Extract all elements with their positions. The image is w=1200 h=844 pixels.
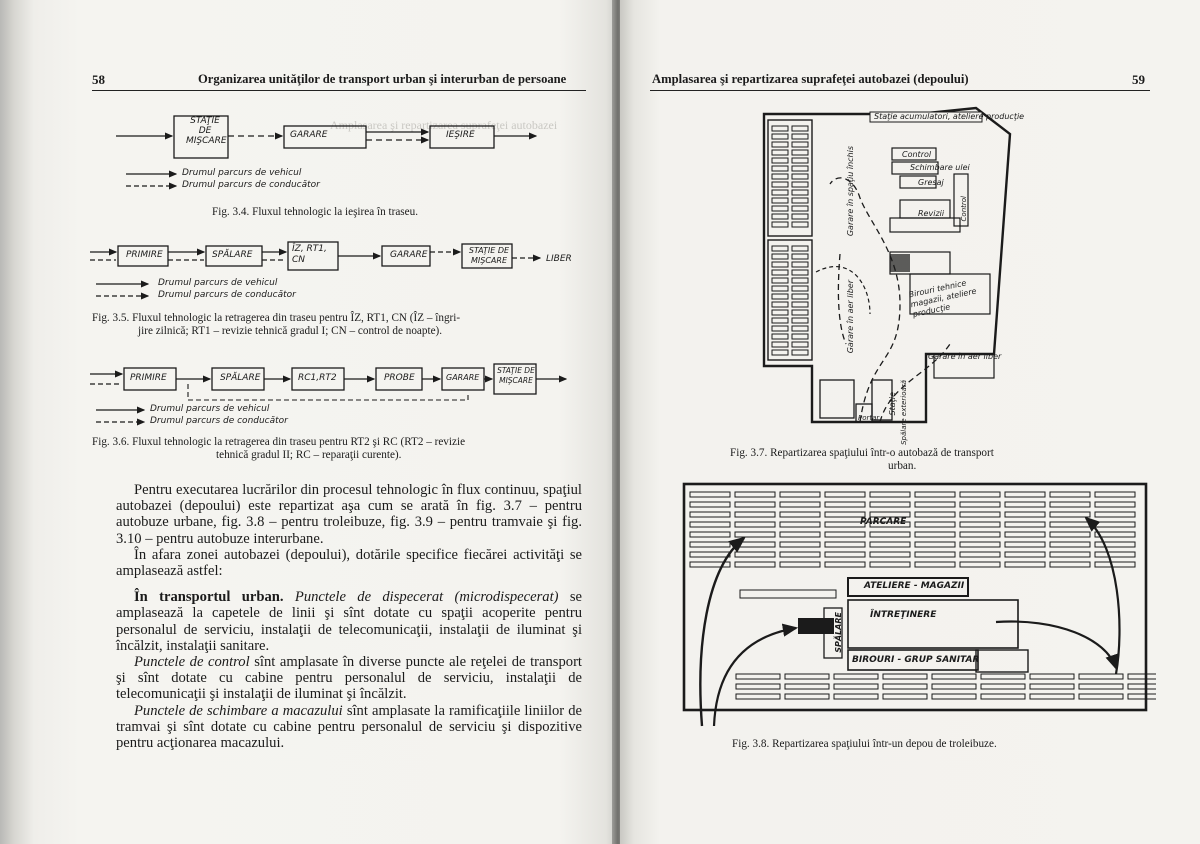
left-running-header: Organizarea unităţilor de transport urban şi interurban de persoane	[198, 72, 567, 86]
parking-slot	[772, 286, 788, 291]
parking-slot	[1095, 542, 1135, 547]
fig37-caption-line1: Fig. 3.7. Repartizarea spaţiului într-o autobază de transport	[730, 447, 994, 459]
parking-slot	[792, 270, 808, 275]
parking-slot	[825, 522, 865, 527]
parking-slot	[785, 674, 829, 679]
parking-slot	[915, 492, 955, 497]
parking-slot	[1050, 532, 1090, 537]
parking-slot	[792, 222, 808, 227]
fig36-legend-driver: Drumul parcurs de conducător	[150, 416, 288, 426]
fig35-statie-label: STAŢIE DE MIŞCARE	[468, 246, 510, 265]
parking-slot	[1030, 684, 1074, 689]
parking-slot	[1005, 512, 1045, 517]
parking-slot	[772, 246, 788, 251]
parking-slot	[1095, 562, 1135, 567]
parking-slot	[772, 158, 788, 163]
fig34-caption: Fig. 3.4. Fluxul tehnologic la ieşirea în traseu.	[212, 206, 419, 218]
parking-slot	[772, 302, 788, 307]
paragraph-text: se amplasează la capetele de linii şi sînt dotate cu spaţii acoperite pentru personalul de serviciu, instalaţii de telecomunicaţii, instalaţii de iluminat şi încălzit, instalaţii sanitare.	[116, 589, 583, 654]
parking-slot	[1050, 522, 1090, 527]
parking-slot	[772, 142, 788, 147]
parking-slot	[915, 542, 955, 547]
parking-slot	[834, 674, 878, 679]
fig36-spalare-label: SPĂLARE	[220, 373, 261, 383]
parking-slot	[792, 278, 808, 283]
parking-slot	[960, 542, 1000, 547]
parking-slot	[825, 532, 865, 537]
parking-slot	[960, 512, 1000, 517]
parking-slot	[780, 532, 820, 537]
fig36-legend-vehicle: Drumul parcurs de vehicul	[150, 404, 270, 414]
parking-slot	[772, 198, 788, 203]
section-heading: În transportul urban.	[134, 589, 284, 606]
fig37-label-garare-aer-2: Garare în aer liber	[928, 352, 1002, 361]
fig34-garare-label: GARARE	[290, 130, 328, 140]
parking-slot	[834, 684, 878, 689]
fig38-label-spalare: SPĂLARE	[834, 612, 843, 653]
parking-slot	[1095, 512, 1135, 517]
term-macaz: Punctele de schimbare a macazului	[134, 702, 343, 719]
parking-slot	[915, 522, 955, 527]
parking-slot	[792, 214, 808, 219]
parking-slot	[915, 512, 955, 517]
parking-slot	[792, 190, 808, 195]
fig37-label-revizii: Revizii	[918, 209, 945, 218]
header-rule	[92, 90, 586, 91]
fig34-statie-label: STAŢIE DE MIŞCARE	[186, 116, 227, 146]
fig34-legend-driver: Drumul parcurs de conducător	[182, 180, 320, 190]
parking-slot	[792, 318, 808, 323]
parking-slot	[736, 684, 780, 689]
fig36-statie-label: STAŢIE DE MIŞCARE	[497, 366, 535, 385]
parking-slot	[1079, 684, 1123, 689]
parking-slot	[792, 342, 808, 347]
parking-slot	[960, 552, 1000, 557]
parking-slot	[792, 182, 808, 187]
fig35-garare-label: GARARE	[390, 250, 428, 260]
parking-slot	[1005, 492, 1045, 497]
parking-slot	[735, 492, 775, 497]
parking-slot	[1079, 694, 1123, 699]
parking-slot	[772, 262, 788, 267]
parking-slot	[1079, 674, 1123, 679]
parking-slot	[1050, 542, 1090, 547]
parking-slot	[792, 334, 808, 339]
parking-slot	[1050, 512, 1090, 517]
parking-slot	[960, 532, 1000, 537]
fig37-label-portar: Portar	[858, 414, 880, 422]
parking-slot	[1095, 552, 1135, 557]
fig34-legend-vehicle: Drumul parcurs de vehicul	[182, 168, 302, 178]
parking-slot	[792, 294, 808, 299]
fig35-legend-vehicle: Drumul parcurs de vehicul	[158, 278, 278, 288]
paragraph: În afara zonei autobazei (depoului), dotările specifice fiecărei activităţi se amplasează astfel:	[116, 546, 582, 580]
parking-slot	[772, 342, 788, 347]
parking-slot	[792, 302, 808, 307]
parking-slot	[915, 532, 955, 537]
parking-slot	[772, 150, 788, 155]
left-page-number: 58	[92, 72, 105, 87]
parking-slot	[772, 278, 788, 283]
parking-slot	[1050, 562, 1090, 567]
parking-slot	[792, 142, 808, 147]
parking-slot	[690, 502, 730, 507]
parking-slot	[772, 254, 788, 259]
parking-slot	[834, 694, 878, 699]
parking-slot	[792, 206, 808, 211]
parking-slot	[780, 542, 820, 547]
parking-slot	[825, 492, 865, 497]
fig37-label-garare-aer: Garare în aer liber	[846, 280, 855, 354]
fig35-caption-line1: Fig. 3.5. Fluxul tehnologic la retragerea din traseu pentru ÎZ, RT1, CN (ÎZ – îngri-	[92, 312, 461, 324]
fig37-label-ulei: Schimbare ulei	[910, 163, 970, 172]
fig37-label-gresaj: Gresaj	[918, 178, 944, 187]
parking-slot	[1050, 492, 1090, 497]
right-page	[620, 0, 1200, 844]
fig38-label-birouri: BIROURI - GRUP SANITAR	[852, 655, 980, 665]
parking-slot	[792, 254, 808, 259]
parking-slot	[735, 512, 775, 517]
fig38-parking-rows-top	[690, 492, 1135, 567]
fig35-spalare-label: SPĂLARE	[212, 250, 253, 260]
fig36-primire-label: PRIMIRE	[130, 373, 167, 383]
parking-slot	[772, 334, 788, 339]
parking-slot	[735, 502, 775, 507]
parking-slot	[772, 270, 788, 275]
fig-3-8-plan	[676, 478, 1156, 738]
parking-slot	[1005, 562, 1045, 567]
parking-slot	[915, 562, 955, 567]
parking-slot	[785, 694, 829, 699]
fig35-primire-label: PRIMIRE	[126, 250, 163, 260]
parking-slot	[960, 562, 1000, 567]
fig37-label-acumulatori: Staţie acumulatori, ateliere producţie	[874, 112, 1025, 121]
parking-slot	[870, 502, 910, 507]
parking-slot	[1050, 552, 1090, 557]
parking-slot	[981, 694, 1025, 699]
parking-slot	[915, 502, 955, 507]
paragraph-transport-urban	[116, 589, 582, 654]
parking-slot	[1128, 674, 1156, 679]
parking-slot	[735, 532, 775, 537]
parking-slot	[1005, 502, 1045, 507]
parking-slot	[1005, 522, 1045, 527]
right-page-number: 59	[1132, 72, 1145, 87]
fig37-label-spalare: Spălare exterioară	[900, 380, 908, 445]
parking-slot	[792, 246, 808, 251]
fig-3-4-diagram	[108, 108, 548, 198]
term-dispecerat: Punctele de dispecerat (microdispecerat)	[294, 589, 559, 606]
fig36-caption-line2: tehnică gradul II; RC – reparaţii curente).	[216, 449, 402, 461]
parking-slot	[825, 552, 865, 557]
fig38-label-parcare: PARCARE	[860, 517, 907, 527]
parking-slot	[780, 562, 820, 567]
parking-slot	[1050, 502, 1090, 507]
parking-slot	[1095, 502, 1135, 507]
paragraph-text: sînt amplasate la ramificaţiile liniilor de tramvai şi sînt dotate cu cabine pentru personalul de serviciu şi dispozitive pentru acţionarea macazului.	[116, 702, 583, 752]
parking-slot	[932, 684, 976, 689]
fig37-label-statie: Staţie	[888, 392, 897, 416]
parking-slot	[1005, 532, 1045, 537]
parking-slot	[792, 326, 808, 331]
fig37-parking-rows-top	[772, 126, 808, 227]
parking-slot	[772, 166, 788, 171]
parking-slot	[1095, 492, 1135, 497]
parking-slot	[780, 502, 820, 507]
paragraph-control	[116, 654, 582, 703]
right-running-header: Amplasarea şi repartizarea suprafeţei autobazei (depoului)	[652, 72, 969, 86]
parking-slot	[792, 350, 808, 355]
parking-slot	[825, 512, 865, 517]
parking-slot	[735, 522, 775, 527]
parking-slot	[981, 684, 1025, 689]
paragraph-text: sînt amplasate în diverse puncte ale reţelei de transport şi sînt dotate cu cabine pentru personalul de serviciu, instalaţii de telecomunicaţii şi instalaţii de iluminat şi încălzit.	[116, 654, 582, 703]
paragraph-macaz	[116, 703, 582, 752]
parking-slot	[772, 222, 788, 227]
parking-slot	[772, 310, 788, 315]
parking-slot	[690, 552, 730, 557]
fig35-caption-line2: jire zilnică; RT1 – revizie tehnică gradul I; CN – control de noapte).	[138, 325, 443, 337]
parking-slot	[772, 326, 788, 331]
parking-slot	[772, 134, 788, 139]
parking-slot	[883, 684, 927, 689]
fig35-izrt-label: ÎZ, RT1, CN	[292, 244, 327, 265]
fig36-caption-line1: Fig. 3.6. Fluxul tehnologic la retragerea din traseu pentru RT2 şi RC (RT2 – revizie	[92, 436, 466, 448]
parking-slot	[780, 512, 820, 517]
fig37-label-control: Control	[902, 150, 932, 159]
parking-slot	[870, 542, 910, 547]
parking-slot	[735, 552, 775, 557]
parking-slot	[792, 150, 808, 155]
parking-slot	[736, 694, 780, 699]
parking-slot	[883, 674, 927, 679]
parking-slot	[1030, 674, 1074, 679]
parking-slot	[792, 310, 808, 315]
parking-slot	[735, 562, 775, 567]
parking-slot	[960, 492, 1000, 497]
fig37-parking-rows-bottom	[772, 246, 808, 355]
parking-slot	[792, 158, 808, 163]
parking-slot	[735, 542, 775, 547]
parking-slot	[870, 552, 910, 557]
parking-slot	[825, 502, 865, 507]
parking-slot	[1005, 542, 1045, 547]
parking-slot	[792, 166, 808, 171]
parking-slot	[772, 294, 788, 299]
fig38-caption: Fig. 3.8. Repartizarea spaţiului într-un depou de troleibuze.	[732, 738, 997, 750]
parking-slot	[690, 492, 730, 497]
fig37-label-garare-inchis: Garare în spaţiu închis	[846, 146, 855, 237]
parking-slot	[825, 562, 865, 567]
fig38-label-intretinere: ÎNTREŢINERE	[870, 610, 937, 620]
parking-slot	[785, 684, 829, 689]
parking-slot	[1005, 552, 1045, 557]
fig35-legend-driver: Drumul parcurs de conducător	[158, 290, 296, 300]
paragraph: Pentru executarea lucrărilor din procesul tehnologic în flux continuu, spaţiul autobazei (depoului) este repartizat aşa cum se arată în fig. 3.7 – pentru autobuze urbane, fig. 3.8 – pentru troleibuze, fig. 3.9 – pentru tramvaie şi fig. 3.10 – pentru autobuze interurbane.	[116, 482, 582, 547]
fig35-liber-label: LIBER	[546, 254, 572, 264]
parking-slot	[780, 522, 820, 527]
body-text	[116, 482, 582, 751]
parking-slot	[772, 206, 788, 211]
parking-slot	[690, 512, 730, 517]
fig34-iesire-label: IEŞIRE	[446, 130, 475, 140]
parking-slot	[1128, 684, 1156, 689]
parking-slot	[792, 198, 808, 203]
parking-slot	[792, 262, 808, 267]
fig37-caption-line2: urban.	[888, 460, 917, 472]
parking-slot	[690, 522, 730, 527]
term-control: Punctele de control	[134, 654, 250, 671]
parking-slot	[772, 182, 788, 187]
parking-slot	[960, 502, 1000, 507]
fig36-garare-label: GARARE	[446, 373, 480, 382]
fig38-label-ateliere: ATELIERE - MAGAZII	[864, 581, 965, 591]
parking-slot	[870, 492, 910, 497]
parking-slot	[792, 174, 808, 179]
parking-slot	[915, 552, 955, 557]
parking-slot	[780, 552, 820, 557]
parking-slot	[883, 694, 927, 699]
parking-slot	[825, 542, 865, 547]
parking-slot	[981, 674, 1025, 679]
parking-slot	[932, 674, 976, 679]
parking-slot	[772, 350, 788, 355]
fig38-parking-rows-bottom	[736, 674, 1156, 699]
bleed-through: Amplasarea şi repartizarea suprafeţei autobazei	[330, 118, 558, 132]
parking-slot	[1128, 694, 1156, 699]
fig37-label-control-2: Control	[960, 196, 968, 222]
parking-slot	[870, 532, 910, 537]
parking-slot	[780, 492, 820, 497]
fig37-label-birouri: Birouri tehnice magazii, ateliere producţie	[907, 278, 978, 320]
parking-slot	[960, 522, 1000, 527]
parking-slot	[870, 562, 910, 567]
header-rule	[650, 90, 1150, 91]
parking-slot	[792, 134, 808, 139]
parking-slot	[792, 126, 808, 131]
parking-slot	[772, 174, 788, 179]
parking-slot	[772, 214, 788, 219]
parking-slot	[1030, 694, 1074, 699]
parking-slot	[772, 126, 788, 131]
parking-slot	[690, 542, 730, 547]
parking-slot	[772, 318, 788, 323]
parking-slot	[736, 674, 780, 679]
fig36-rc-label: RC1,RT2	[298, 373, 337, 383]
fig36-probe-label: PROBE	[384, 373, 415, 383]
parking-slot	[792, 286, 808, 291]
parking-slot	[772, 190, 788, 195]
parking-slot	[690, 532, 730, 537]
parking-slot	[932, 694, 976, 699]
parking-slot	[1095, 522, 1135, 527]
